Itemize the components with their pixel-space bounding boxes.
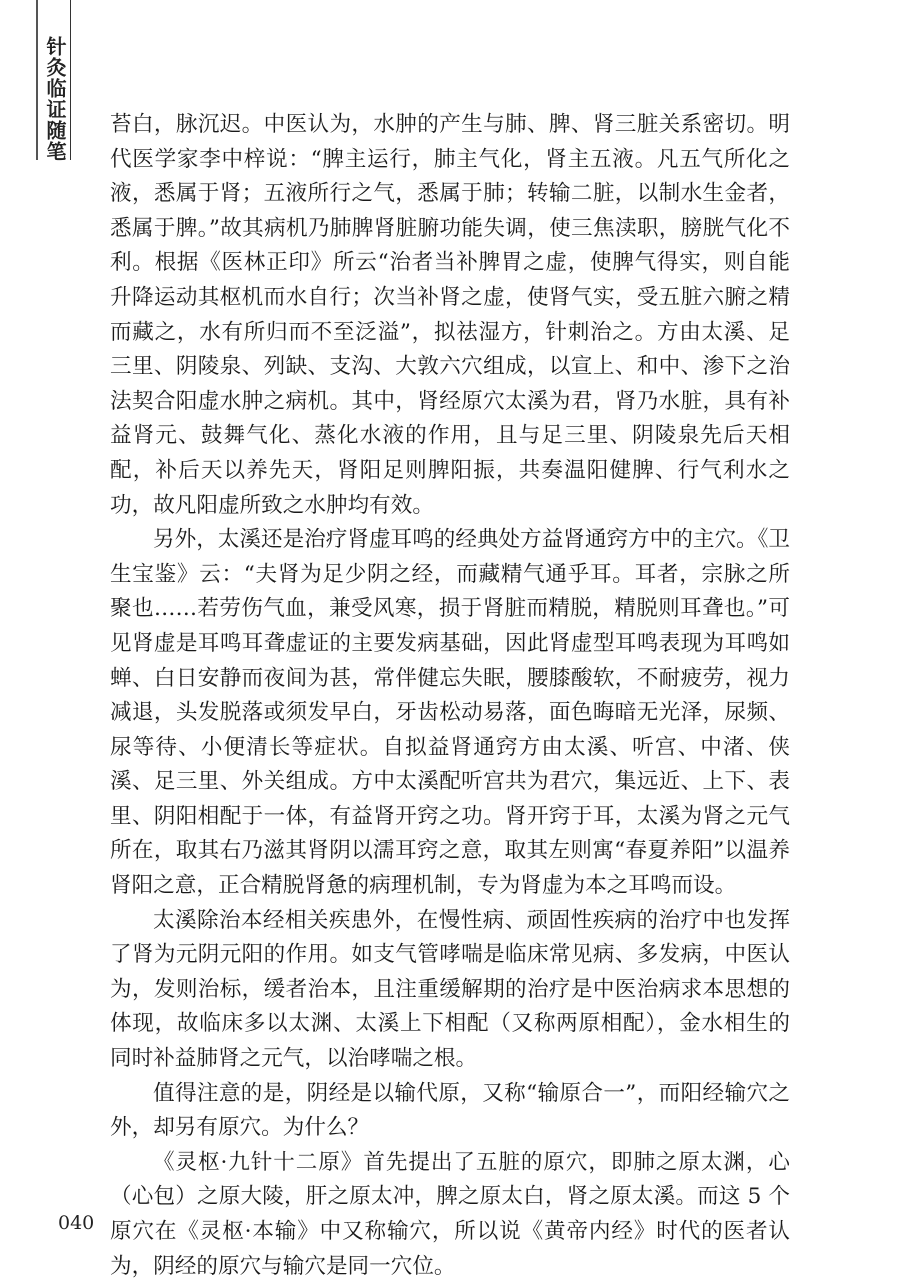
- paragraph-5: 《灵枢·九针十二原》首先提出了五脏的原穴，即肺之原太渊，心（心包）之原大陵，肝之原太冲，脾之原太白，肾之原太溪。而这 5 个原穴在《灵枢·本输》中又称输穴，所以说《黄帝内经》时代的医者认为，阴经的原穴与输穴是同一穴位。: [110, 1149, 790, 1279]
- running-head-title: 针灸临证随笔: [43, 36, 67, 162]
- paragraph-2: 另外，太溪还是治疗肾虚耳鸣的经典处方益肾通窍方中的主穴。《卫生宝鉴》云：“夫肾为足少阴之经，而藏精气通乎耳。耳者，宗脉之所聚也……若劳伤气血，兼受风寒，损于肾脏而精脱，精脱则耳聋也。”可见肾虚是耳鸣耳聋虚证的主要发病基础，因此肾虚型耳鸣表现为耳鸣如蝉、白日安静而夜间为甚，常伴健忘失眠，腰膝酸软，不耐疲劳，视力减退，头发脱落或须发早白，牙齿松动易落，面色晦暗无光泽，尿频、尿等待、小便清长等症状。自拟益肾通窍方由太溪、听宫、中渚、侠溪、足三里、外关组成。方中太溪配听宫共为君穴，集远近、上下、表里、阴阳相配于一体，有益肾开窍之功。肾开窍于耳，太溪为肾之元气所在，取其右乃滋其肾阴以濡耳窍之意，取其左则寓“春夏养阳”以温养肾阳之意，正合精脱肾惫的病理机制，专为肾虚为本之耳鸣而设。: [110, 527, 791, 899]
- paragraph-4: 值得注意的是，阴经是以输代原，又称“输原合一”，而阳经输穴之外，却另有原穴。为什么？: [110, 1080, 790, 1141]
- page-number: 040: [58, 1212, 95, 1234]
- body-text: [110, 108, 790, 1284]
- paragraph-3: 太溪除治本经相关疾患外，在慢性病、顽固性疾病的治疗中也发挥了肾为元阴元阳的作用。如支气管哮喘是临床常见病、多发病，中医认为，发则治标，缓者治本，且注重缓解期的治疗是中医治病求本思想的体现，故临床多以太渊、太溪上下相配（又称两原相配），金水相生的同时补益肺肾之元气，以治哮喘之根。: [110, 907, 790, 1072]
- paragraph-1: 苔白，脉沉迟。中医认为，水肿的产生与肺、脾、肾三脏关系密切。明代医学家李中梓说：“脾主运行，肺主气化，肾主五液。凡五气所化之液，悉属于肾；五液所行之气，悉属于肺；转输二脏，以制水生金者，悉属于脾。”故其病机乃肺脾肾脏腑功能失调，使三焦渎职，膀胱气化不利。根据《医林正印》所云“治者当补脾胃之虚，使脾气得实，则自能升降运动其枢机而水自行；次当补肾之虚，使肾气实，受五脏六腑之精而藏之，水有所归而不至泛溢”，拟祛湿方，针刺治之。方由太溪、足三里、阴陵泉、列缺、支沟、大敦六穴组成，以宣上、和中、渗下之治法契合阳虚水肿之病机。其中，肾经原穴太溪为君，肾乃水脏，具有补益肾元、鼓舞气化、蒸化水液的作用，且与足三里、阴陵泉先后天相配，补后天以养先天，肾阳足则脾阳振，共奏温阳健脾、行气利水之功，故凡阳虚所致之水肿均有效。: [110, 112, 790, 518]
- sidebar-rule-right: [70, 0, 71, 160]
